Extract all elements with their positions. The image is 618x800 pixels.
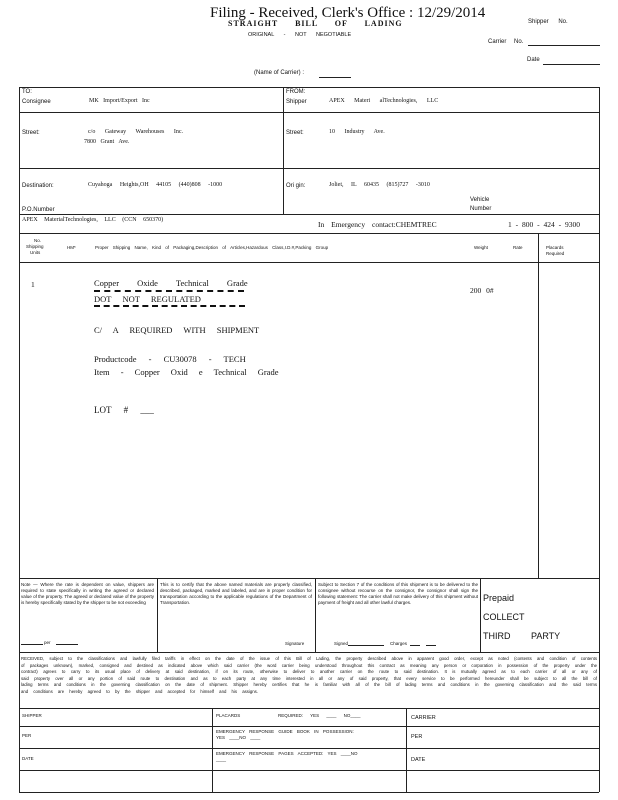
third-party-option[interactable]: THIRD PARTY <box>483 631 561 641</box>
lot-number[interactable]: LOT # ___ <box>94 405 154 415</box>
street-label-consignee: Street: <box>22 130 40 136</box>
vehicle-label: Vehicle <box>470 197 490 203</box>
signed-label: Signed <box>334 641 349 646</box>
shipper-no-label: Shipper No. <box>528 19 568 25</box>
certify-signature-label: Signature <box>285 641 305 646</box>
product-name[interactable]: Copper Oxide Technical Grade <box>94 278 248 288</box>
carrier-name-label: (Name of Carrier) : <box>254 70 305 76</box>
sig-per-left-label: PER <box>22 733 32 738</box>
carrier-no-line[interactable] <box>528 45 600 46</box>
origin-label: Ori gin: <box>286 183 306 189</box>
sig-placards-label: PLACARDS <box>216 713 241 718</box>
sig-per-right-label: PER <box>411 734 423 740</box>
to-label: TO: <box>22 89 32 95</box>
date-line[interactable] <box>543 64 600 65</box>
emergency-company: APEX MaterialTechnologies, LLC (CCN 650370) <box>22 217 164 223</box>
emergency-contact: In Emergency contact:CHEMTREC <box>318 220 437 229</box>
section7-text: Subject to Section 7 of the conditions of this shipment is to be delivered to the consignee without recourse on the consignor, the consignor shall sign the following statement: The carrier shall not make delivery of this shipment without payment of freight and all other lawful charges. <box>318 582 478 605</box>
regulation-status[interactable]: DOT NOT REGULATED <box>94 294 201 304</box>
col-description: Proper Shipping Name, Kind of Packaging,Description of Articles,Hazardous Class,I.D.#,Packing Group <box>95 245 329 250</box>
sig-shipper-label: SHIPPER <box>22 713 42 718</box>
street-consignee-line2[interactable]: 7800 Grant Ave. <box>84 139 130 145</box>
street-label-shipper: Street: <box>286 130 304 136</box>
carrier-no-label: Carrier No. <box>488 39 524 45</box>
sig-er-guide-field[interactable]: EMERGENCY RESPONSE GUIDE BOOK IN POSSESSION: YES ____NO ____ <box>216 729 354 740</box>
sig-date-right-label: DATE <box>411 757 426 763</box>
item-description[interactable]: Item - Copper Oxid e Technical Grade <box>94 367 279 377</box>
col-hm: HM* <box>67 245 76 250</box>
col-rate: Rate <box>513 245 523 250</box>
sig-date-left-label: DATE <box>22 756 34 761</box>
col-placards-1: Placards <box>546 245 564 250</box>
coa-note[interactable]: C/ A REQUIRED WITH SHIPMENT <box>94 325 260 335</box>
document-title: STRAIGHT BILL OF LADING <box>228 19 403 28</box>
street-shipper-value[interactable]: 10 Industry Ave. <box>329 129 385 135</box>
emergency-phone: 1 - 800 - 424 - 9300 <box>508 220 580 229</box>
sig-er-pages-field[interactable]: EMERGENCY RESPONSE PAGES ACCEPTED: YES ____NO ____ <box>216 751 358 762</box>
street-consignee-line1[interactable]: c/o Gateway Warehouses Inc. <box>88 129 184 135</box>
line-weight[interactable]: 200 0# <box>470 286 494 295</box>
shipper-value[interactable]: APEX Materi alTechnologies, LLC <box>329 98 439 104</box>
col-placards-2: Required <box>546 251 565 256</box>
col-units-3: Units <box>30 250 41 255</box>
product-code[interactable]: Productcode - CU30078 - TECH <box>94 354 246 364</box>
origin-value[interactable]: Joliet, IL 60435 (815)727 -3010 <box>329 182 430 188</box>
vehicle-label-2: Number <box>470 206 492 212</box>
line-units[interactable]: 1 <box>31 280 35 289</box>
certification-text: This is to certify that the above named materials are properly classified, described, packaged, marked and labeled, and are in proper condition for transportation according to the applicable regulations of the Department of Transportation. <box>160 582 312 605</box>
sig-required-field[interactable]: REQUIRED: YES ____ NO____ <box>278 713 361 718</box>
product-name-underline <box>94 290 244 292</box>
charges-label: Charges <box>390 641 408 646</box>
carrier-name-line[interactable] <box>319 77 351 78</box>
sig-carrier-label: CARRIER <box>411 715 436 721</box>
regulation-underline <box>94 305 245 307</box>
destination-label: Destination: <box>22 183 54 189</box>
col-weight: Weight <box>474 245 488 250</box>
received-terms: RECEIVED, subject to the classifications and lawfully filed tariffs in effect on the date of the issue of this Bill of Lading, the property described above in apparent good order, except as noted (contents and condition of contents of packages unknown), marked, consigned and destined as indicated above which said carrier (the word carrier being understood throughout this contract as meaning any person or corporation in possession of the property under the contract) agrees to carry to its usual place of delivery at said destination, if on its route, otherwise to deliver to another carrier on the route to said destination. It is mutually agreed as to each carrier of all or any of said property over all or any portion of said route to destination and as to each party at any time interested in all or any of said property, that every service to be performed hereunder shall be subject to all the bill of lading terms and conditions in the governing classification on the date of shipment. Shipper hereby certifies that he is familiar with all of the bill of lading terms and conditions in the governing classification and the said terms and conditions are hereby agreed to by the shipper and accepted for himself and his assigns. <box>21 656 597 694</box>
document-subtitle: ORIGINAL - NOT NEGOTIABLE <box>248 32 352 38</box>
from-label: FROM: <box>286 89 306 95</box>
col-units-1: No. <box>34 238 42 243</box>
col-units-2: Shipping <box>26 244 44 249</box>
prepaid-option[interactable]: Prepaid <box>483 593 515 603</box>
value-note: Note — Where the rate is dependent on value, shippers are required to state specifically in writing the agreed or declared value of the property. The agreed or declared value of the property is hereby specifically stated by the shipper to be not exceeding <box>21 582 154 605</box>
filing-stamp: Filing - Received, Clerk's Office : 12/29/2014 <box>210 5 486 21</box>
destination-value[interactable]: Cuyahoga Heights,OH 44105 (440)808 -1000 <box>88 182 223 188</box>
value-per-label: per <box>44 640 51 645</box>
po-number-label: P.O.Number <box>22 207 55 213</box>
shipper-label: Shipper <box>286 99 307 105</box>
consignee-label: Consignee <box>22 99 51 105</box>
collect-option[interactable]: COLLECT <box>483 612 525 622</box>
date-label: Date <box>527 57 540 63</box>
consignee-value[interactable]: MK Import/Export Inc <box>89 98 150 104</box>
